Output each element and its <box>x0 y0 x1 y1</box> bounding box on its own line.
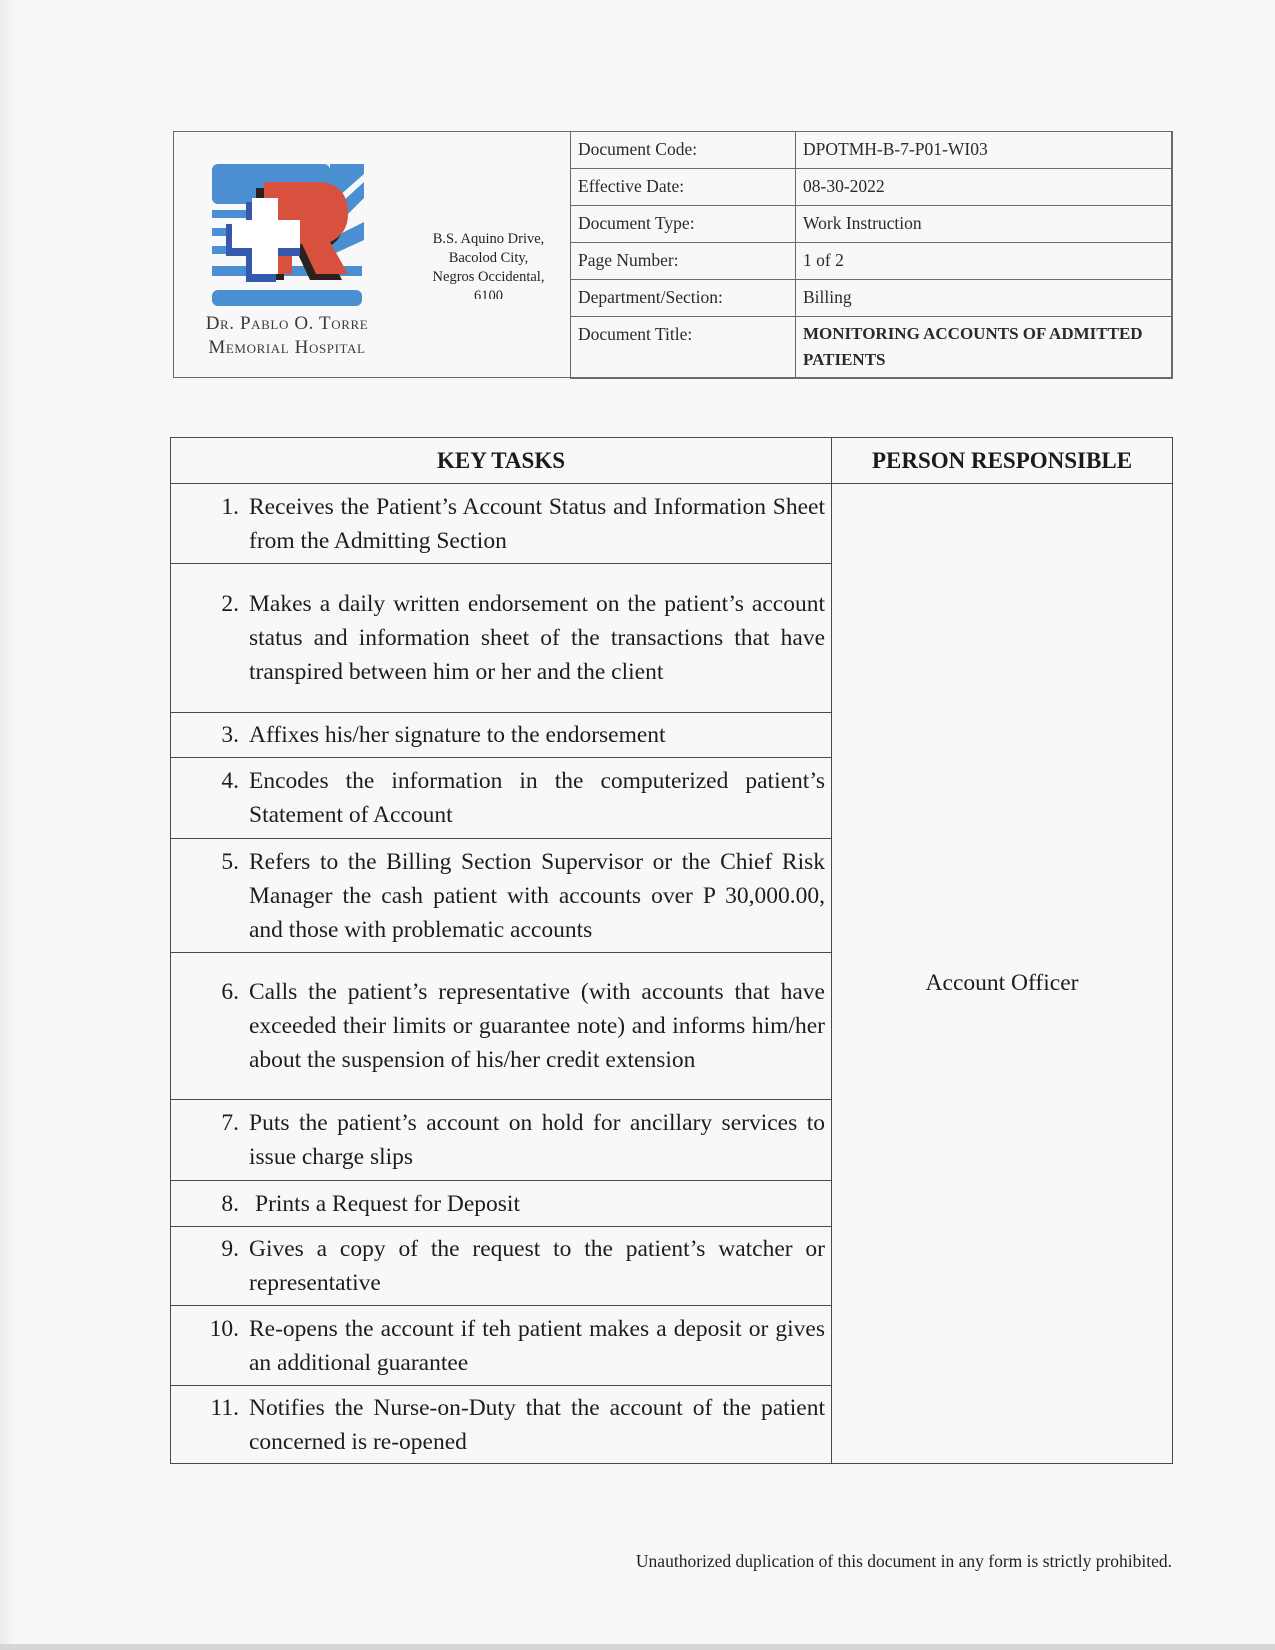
task-number: 11. <box>210 1394 239 1421</box>
document-header <box>173 131 1172 378</box>
meta-value-document-title: MONITORING ACCOUNTS OF ADMITTED PATIENTS <box>796 317 1173 379</box>
meta-row-document-title <box>571 317 1173 379</box>
scan-page-edge <box>0 0 18 1644</box>
meta-value-document-code: DPOTMH-B-7-P01-WI03 <box>796 132 1173 169</box>
meta-value-document-type: Work Instruction <box>796 206 1173 243</box>
task-text: Makes a daily written endorsement on the patient’s account status and information sheet of the transactions that have transpired between him or her and the client <box>249 591 825 685</box>
logo-cell <box>174 132 404 377</box>
task-text: Encodes the information in the computerized patient’s Statement of Account <box>249 768 825 828</box>
task-text: Calls the patient’s representative (with accounts that have exceeded their limits or guarantee note) and informs him/her about the suspension of his/her credit extension <box>249 979 825 1073</box>
task-number: 8. <box>221 1190 239 1217</box>
task-text: Receives the Patient’s Account Status and Information Sheet from the Admitting Section <box>249 493 825 554</box>
table-header-row <box>171 438 1173 484</box>
address-line: B.S. Aquino Drive, <box>432 231 545 247</box>
task-number: 6. <box>221 979 239 1005</box>
task-cell <box>171 1181 832 1227</box>
task-cell <box>171 1227 832 1306</box>
task-cell <box>171 839 832 953</box>
meta-label: Department/Section: <box>571 280 796 317</box>
hospital-address <box>406 230 571 299</box>
task-number: 10. <box>209 1315 239 1342</box>
address-line: 6100 <box>474 288 503 299</box>
hospital-name-line-2: Memorial Hospital <box>208 337 366 358</box>
task-text: Gives a copy of the request to the patient’s watcher or representative <box>249 1236 825 1296</box>
meta-label: Page Number: <box>571 243 796 280</box>
task-cell <box>171 758 832 839</box>
meta-label: Document Code: <box>571 132 796 169</box>
meta-label: Effective Date: <box>571 169 796 206</box>
task-cell <box>171 564 832 713</box>
meta-value-page-number: 1 of 2 <box>796 243 1173 280</box>
task-text: Prints a Request for Deposit <box>255 1190 520 1217</box>
meta-row-document-code <box>571 132 1173 169</box>
task-number: 9. <box>221 1236 239 1262</box>
address-line: Bacolod City, <box>448 250 529 266</box>
meta-row-effective-date <box>571 169 1173 206</box>
task-cell <box>171 1386 832 1464</box>
task-number: 3. <box>221 722 239 748</box>
task-text: Notifies the Nurse-on-Duty that the account of the patient concerned is re-opened <box>249 1394 825 1455</box>
document-meta-table <box>570 131 1173 379</box>
column-header-person-responsible: PERSON RESPONSIBLE <box>832 438 1173 484</box>
task-cell <box>171 953 832 1100</box>
meta-value-department: Billing <box>796 280 1173 317</box>
hospital-name <box>174 312 400 360</box>
task-text: Re-opens the account if teh patient makes a deposit or gives an additional guarantee <box>249 1315 825 1376</box>
address-line: Negros Occidental, <box>432 269 545 285</box>
task-text: Affixes his/her signature to the endorsement <box>249 722 666 748</box>
meta-label: Document Title: <box>571 317 796 379</box>
meta-label: Document Type: <box>571 206 796 243</box>
meta-row-page-number <box>571 243 1173 280</box>
column-header-key-tasks: KEY TASKS <box>171 438 832 484</box>
meta-row-document-type <box>571 206 1173 243</box>
task-cell <box>171 1306 832 1386</box>
scan-page-edge-bottom <box>0 1644 1275 1650</box>
hospital-logo-icon <box>212 162 364 314</box>
hospital-name-line-1: Dr. Pablo O. Torre <box>205 313 369 334</box>
task-number: 4. <box>221 768 239 794</box>
task-cell <box>171 484 832 564</box>
task-cell <box>171 1100 832 1181</box>
footer-disclaimer: Unauthorized duplication of this document in any form is strictly prohibited. <box>635 1551 1172 1571</box>
meta-row-department <box>571 280 1173 317</box>
task-text: Puts the patient’s account on hold for ancillary services to issue charge slips <box>249 1110 825 1170</box>
key-tasks-table <box>170 437 1173 1464</box>
table-row <box>171 484 1173 564</box>
task-number: 5. <box>221 848 239 875</box>
task-number: 7. <box>221 1110 239 1136</box>
person-responsible-cell: Account Officer <box>832 484 1173 1464</box>
task-number: 1. <box>221 493 239 520</box>
task-cell <box>171 713 832 758</box>
task-text: Refers to the Billing Section Supervisor or the Chief Risk Manager the cash patient with accounts over P 30,000.00, and those with problematic accounts <box>249 848 825 943</box>
meta-value-effective-date: 08-30-2022 <box>796 169 1173 206</box>
task-number: 2. <box>221 591 239 617</box>
